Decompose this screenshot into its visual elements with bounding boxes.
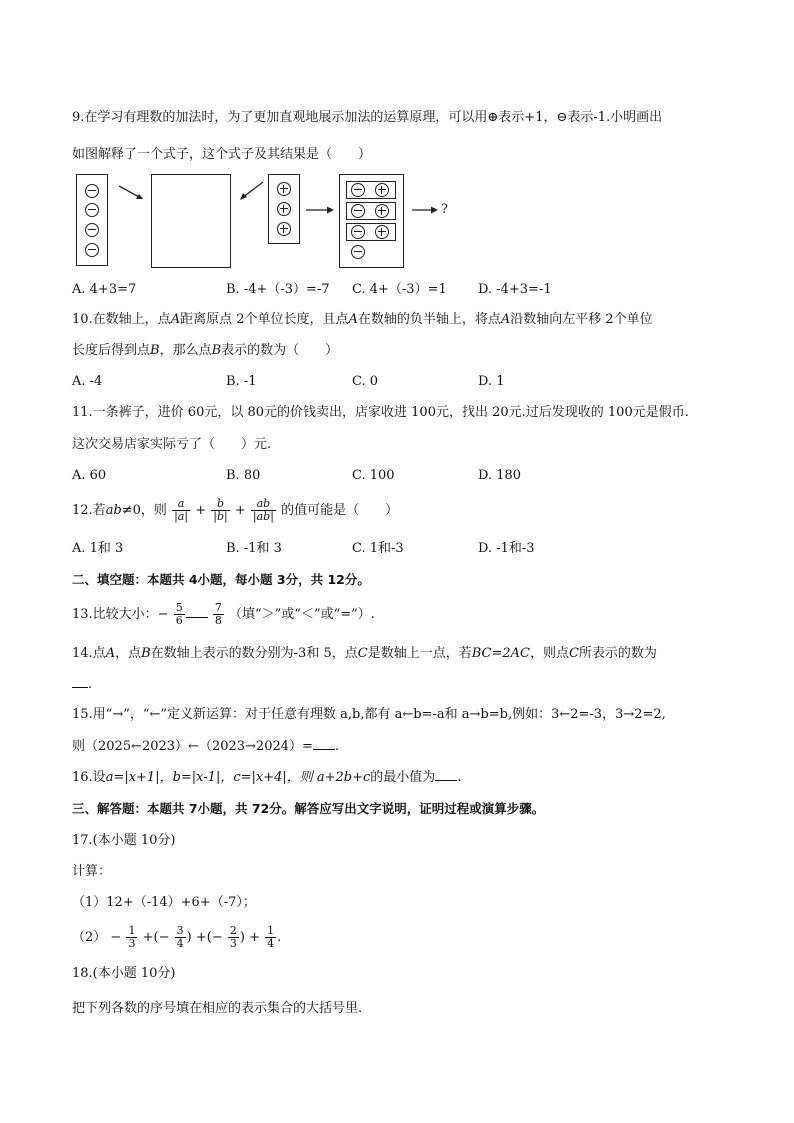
q10-line2: 长度后得到点B，那么点B表示的数为（ ） (72, 343, 339, 358)
minus-circle-icon (351, 245, 365, 259)
arrow-right-icon (305, 204, 335, 216)
q9-option-c: C. 4+（-3）=1 (352, 282, 447, 297)
q17-title: 17.(本小题 10分) (72, 833, 176, 848)
q10-option-a: A. -4 (72, 374, 103, 389)
fraction: $\frac{1}{4}$ (267, 924, 275, 950)
minus-circle-icon (85, 184, 99, 198)
q9-option-a: A. 4+3=7 (72, 282, 137, 297)
fraction: $\frac{7}{8}$ (214, 601, 222, 627)
fraction: $\frac{5}{6}$ (175, 601, 183, 627)
fraction: $\frac{3}{4}$ (176, 924, 184, 950)
q17-part2: （2） − $\frac{1}{3}$ +(− $\frac{3}{4}$ ) +(− $\frac{2}{3}$ ) + $\frac{1}{4}$ . (72, 924, 282, 950)
answer-blank (72, 675, 88, 688)
q12-line: 12.若ab≠0，则 $\frac{a}{|a|}$ + $\frac{b}{|b|}$ + $\frac{ab}{|ab|}$ 的值可能是（ ） (72, 497, 399, 523)
minus-circle-icon (351, 225, 365, 239)
q11-option-a: A. 60 (72, 468, 107, 483)
fraction: $\frac{2}{3}$ (229, 924, 237, 950)
q9-line1: 9.在学习有理数的加法时，为了更加直观地展示加法的运算原理，可以用⊕表示+1，⊖表示-1.小明画出 (72, 110, 663, 125)
plus-circle-icon (277, 222, 291, 236)
q11-option-d: D. 180 (478, 468, 522, 483)
plus-circle-icon (375, 225, 389, 239)
q10-option-c: C. 0 (352, 374, 379, 389)
q10-option-d: D. 1 (478, 374, 505, 389)
arrow-right-icon (411, 204, 439, 216)
q9-line2: 如图解释了一个式子，这个式子及其结果是（ ） (72, 147, 372, 162)
minus-circle-icon (351, 204, 365, 218)
q15-line1: 15.用“→”，“←”定义新运算：对于任意有理数 a,b,都有 a←b=-a和 a→b=b,例如：3←2=-3，3→2=2, (72, 707, 666, 722)
q12-option-b: B. -1和 3 (226, 541, 282, 556)
empty-box (151, 174, 231, 268)
fraction: $\frac{ab}{|ab|}$ (252, 497, 274, 523)
minus-circle-icon (351, 183, 365, 197)
answer-blank (313, 737, 335, 750)
plus-circle-icon (277, 182, 291, 196)
q18-intro: 把下列各数的序号填在相应的表示集合的大括号里. (72, 1001, 363, 1016)
minus-circle-icon (85, 203, 99, 217)
q14-answer-line: . (72, 675, 92, 694)
section-3-heading: 三、解答题：本题共 7小题，共 72分。解答应写出文字说明，证明过程或演算步骤。 (72, 801, 545, 816)
plus-circle-icon (277, 202, 291, 216)
fraction: $\frac{1}{3}$ (128, 924, 136, 950)
q11-line2: 这次交易店家实际亏了（ ）元. (72, 437, 272, 452)
q14-line: 14.点A，点B在数轴上表示的数分别为-3和 5，点C是数轴上一点，若BC=2AC，则点C所表示的数为 (72, 646, 657, 661)
q11-option-c: C. 100 (352, 468, 395, 483)
arrow-down-left-icon (238, 180, 266, 202)
minus-circle-icon (85, 223, 99, 237)
arrow-down-right-icon (117, 184, 145, 202)
answer-blank (435, 768, 457, 781)
q12-option-c: C. 1和-3 (352, 541, 404, 556)
q11-line1: 11.一条裤子，进价 60元，以 80元的价钱卖出，店家收进 100元，找出 20元.过后发现收的 100元是假币. (72, 405, 689, 420)
plus-circle-icon (375, 204, 389, 218)
result-question-mark: ? (441, 202, 448, 217)
q18-title: 18.(本小题 10分) (72, 966, 176, 981)
q12-option-d: D. -1和-3 (478, 541, 535, 556)
plus-circle-icon (375, 183, 389, 197)
fraction: $\frac{a}{|a|}$ (174, 497, 189, 523)
q10-option-b: B. -1 (226, 374, 257, 389)
fraction: $\frac{b}{|b|}$ (213, 497, 228, 523)
q16-line: 16.设a=|x+1|，b=|x-1|，c=|x+4|，则 a+2b+c的最小值为 . (72, 770, 462, 785)
minus-circle-icon (85, 243, 99, 257)
q11-option-b: B. 80 (226, 468, 261, 483)
q15-line2: 则（2025←2023）←（2023→2024）= . (72, 739, 340, 754)
q9-option-d: D. -4+3=-1 (478, 282, 552, 297)
section-2-heading: 二、填空题：本题共 4小题，每小题 3分，共 12分。 (72, 572, 370, 587)
q10-line1: 10.在数轴上，点A距离原点 2个单位长度，且点A在数轴的负半轴上，将点A沿数轴向左平移 2个单位 (72, 312, 653, 327)
q13-line: 13.比较大小：− $\frac{5}{6}$ $\frac{7}{8}$ （填“＞”或“＜”或“=”）. (72, 601, 375, 627)
q17-intro: 计算： (72, 864, 112, 879)
q12-option-a: A. 1和 3 (72, 541, 124, 556)
q17-part1: （1）12+（-14）+6+（-7）； (72, 895, 256, 910)
q9-option-b: B. -4+（-3）=-7 (226, 282, 330, 297)
answer-blank (186, 605, 208, 618)
